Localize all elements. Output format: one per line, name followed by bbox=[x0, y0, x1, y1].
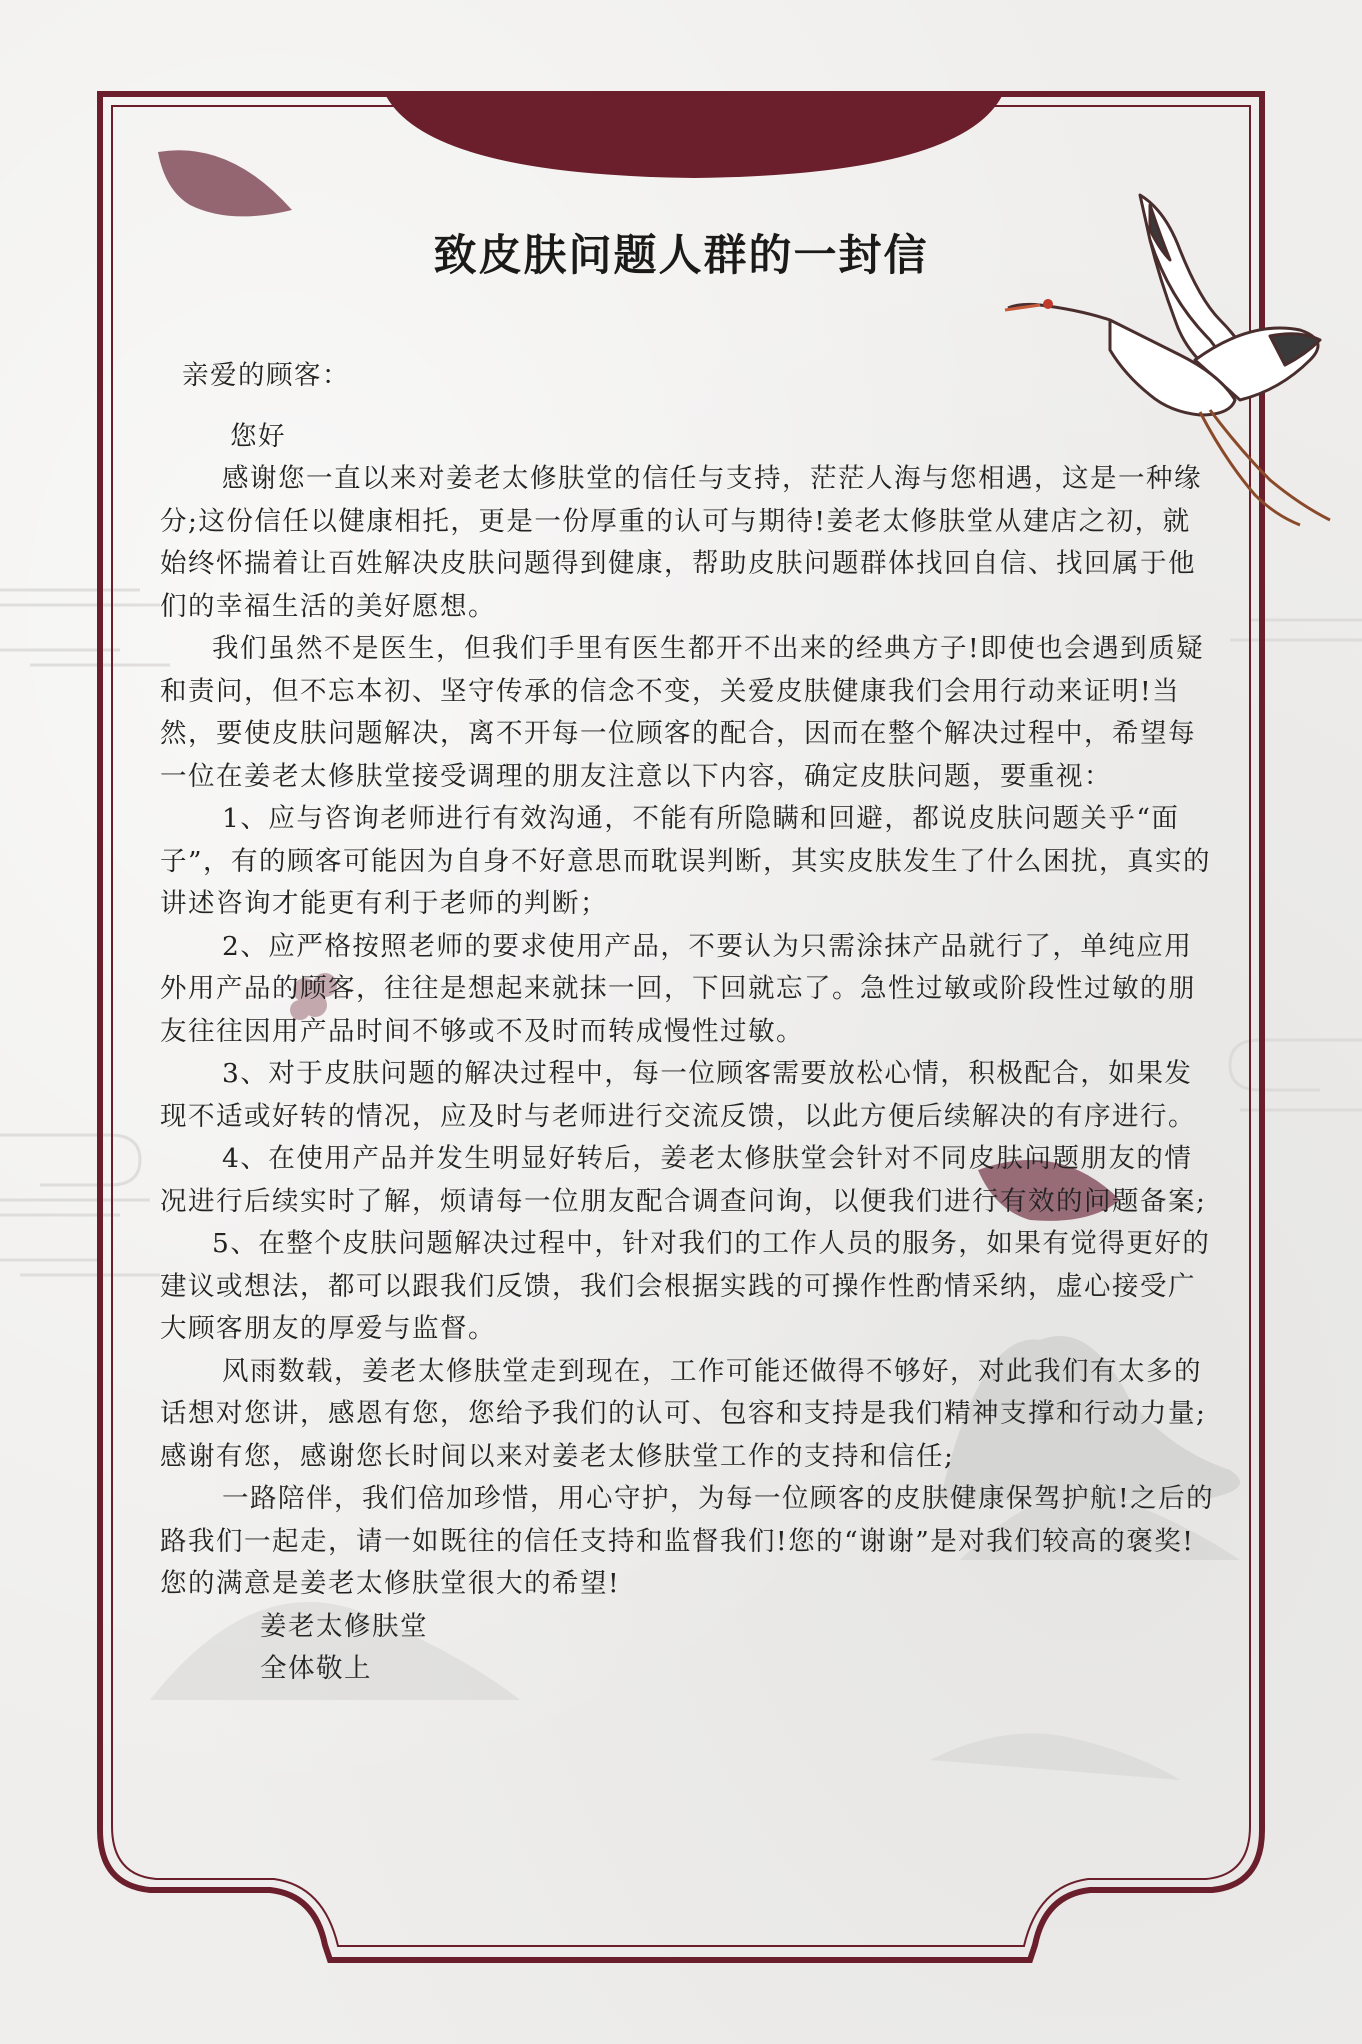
letter-body bbox=[160, 355, 1215, 1691]
petal-top-left bbox=[158, 150, 292, 216]
list-item-5: 5、在整个皮肤问题解决过程中，针对我们的工作人员的服务，如果有觉得更好的建议或想法，都可以跟我们反馈，我们会根据实践的可操作性酌情采纳，虚心接受广大顾客朋友的厚爱与监督。 bbox=[160, 1228, 1211, 1344]
paragraph-doctor: 我们虽然不是医生，但我们手里有医生都开不出来的经典方子!即使也会遇到质疑和责问，但不忘本初、坚守传承的信念不变，关爱皮肤健康我们会用行动来证明!当然，要使皮肤问题解决，离不开每一位顾客的配合，因而在整个解决过程中，希望每一位在姜老太修肤堂接受调理的朋友注意以下内容，确定皮肤问题，要重视： bbox=[160, 633, 1205, 792]
signature-regards: 全体敬上 bbox=[260, 1653, 372, 1684]
list-item-3: 3、对于皮肤问题的解决过程中，每一位顾客需要放松心情，积极配合，如果发现不适或好转的情况，应及时与老师进行交流反馈，以此方便后续解决的有序进行。 bbox=[160, 1058, 1196, 1132]
paragraph-gratitude: 风雨数载，姜老太修肤堂走到现在，工作可能还做得不够好，对此我们有太多的话想对您讲，感恩有您，您给予我们的认可、包容和支持是我们精神支撑和行动力量;感谢有您，感谢您长时间以来对姜老太修肤堂工作的支持和信任; bbox=[160, 1355, 1207, 1472]
paragraph-closing: 一路陪伴，我们倍加珍惜，用心守护，为每一位顾客的皮肤健康保驾护航!之后的路我们一起走，请一如既往的信任支持和监督我们!您的“谢谢”是对我们较高的褒奖!您的满意是姜老太修肤堂很大的希望! bbox=[160, 1483, 1215, 1599]
list-item-2: 2、应严格按照老师的要求使用产品，不要认为只需涂抹产品就行了，单纯应用外用产品的顾客，往往是想起来就抹一回，下回就忘了。急性过敏或阶段性过敏的朋友往往因用产品时间不够或不及时而转成慢性过敏。 bbox=[160, 930, 1196, 1047]
greeting: 亲爱的顾客： bbox=[182, 360, 350, 391]
cloud-pattern-left bbox=[0, 590, 170, 1275]
page-title: 致皮肤问题人群的一封信 bbox=[433, 231, 929, 281]
list-item-1: 1、应与咨询老师进行有效沟通，不能有所隐瞒和回避，都说皮肤问题关乎“面子”，有的顾客可能因为自身不好意思而耽误判断，其实皮肤发生了什么困扰，真实的讲述咨询才能更有利于老师的判断； bbox=[160, 803, 1212, 919]
paragraph-intro: 感谢您一直以来对姜老太修肤堂的信任与支持，茫茫人海与您相遇，这是一种缘分;这份信任以健康相托，更是一份厚重的认可与期待!姜老太修肤堂从建店之初，就始终怀揣着让百姓解决皮肤问题得到健康，帮助皮肤问题群体找回自信、找回属于他们的幸福生活的美好愿想。 bbox=[160, 463, 1202, 622]
hello-line: 您好 bbox=[230, 420, 286, 452]
list-item-4: 4、在使用产品并发生明显好转后，姜老太修肤堂会针对不同皮肤问题朋友的情况进行后续实时了解，烦请每一位朋友配合调查问询，以便我们进行有效的问题备案; bbox=[160, 1143, 1207, 1217]
top-arch bbox=[386, 96, 1002, 178]
signature-name: 姜老太修肤堂 bbox=[260, 1610, 428, 1642]
